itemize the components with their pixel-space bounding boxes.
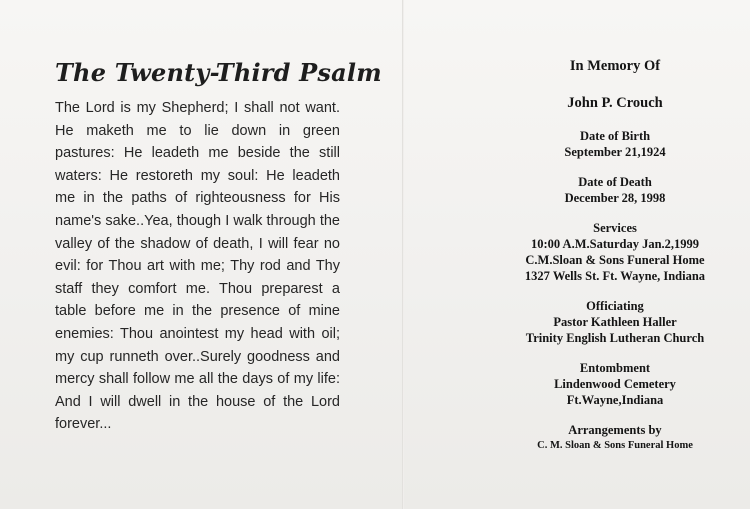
- memory-heading: In Memory Of: [569, 58, 661, 74]
- birth-date: September 21,1924: [564, 145, 666, 159]
- officiating-label: Officiating: [586, 299, 644, 313]
- psalm-panel: [55, 58, 382, 436]
- psalm-text: The Lord is my Shepherd; I shall not want. He maketh me to lie down in green pastures: He leadeth me beside the still waters: He restoreth my soul: He leadeth me in the paths of righteousness for His name's sake..Yea, though I walk through the valley of the shadow of death, I will fear no evil: for Thou art with me; Thy rod and Thy staff they comfort me. Thou preparest a table before me in the presence of mine enemies: Thou anointest my head with oil; my cup runneth over..Surely goodness and mercy shall follow me all the days of my life: And I will dwell in the house of the Lord forever...: [55, 100, 340, 433]
- services-label: Services: [593, 221, 637, 235]
- card-fold: [402, 0, 404, 509]
- birth-label: Date of Birth: [579, 129, 651, 143]
- death-block: [470, 174, 750, 206]
- officiating-church: Trinity English Lutheran Church: [525, 331, 705, 345]
- deceased-name: John P. Crouch: [567, 95, 663, 111]
- memorial-panel: [470, 58, 750, 468]
- services-place: C.M.Sloan & Sons Funeral Home: [525, 253, 705, 267]
- death-date: December 28, 1998: [564, 191, 666, 205]
- services-time: 10:00 A.M.Saturday Jan.2,1999: [530, 237, 700, 251]
- entombment-location: Ft.Wayne,Indiana: [566, 393, 664, 407]
- services-address: 1327 Wells St. Ft. Wayne, Indiana: [524, 269, 706, 283]
- entombment-cemetery: Lindenwood Cemetery: [554, 377, 676, 391]
- arrangements-label: Arrangements by: [568, 423, 662, 437]
- psalm-title: The Twenty-Third Psalm: [55, 58, 382, 87]
- entombment-block: [470, 360, 750, 408]
- services-block: [470, 220, 750, 284]
- arrangements-block: [470, 422, 750, 454]
- birth-block: [470, 128, 750, 160]
- arrangements-home: C. M. Sloan & Sons Funeral Home: [537, 440, 693, 451]
- officiating-block: [470, 298, 750, 346]
- entombment-label: Entombment: [579, 361, 651, 375]
- death-label: Date of Death: [578, 175, 652, 189]
- officiating-pastor: Pastor Kathleen Haller: [553, 315, 677, 329]
